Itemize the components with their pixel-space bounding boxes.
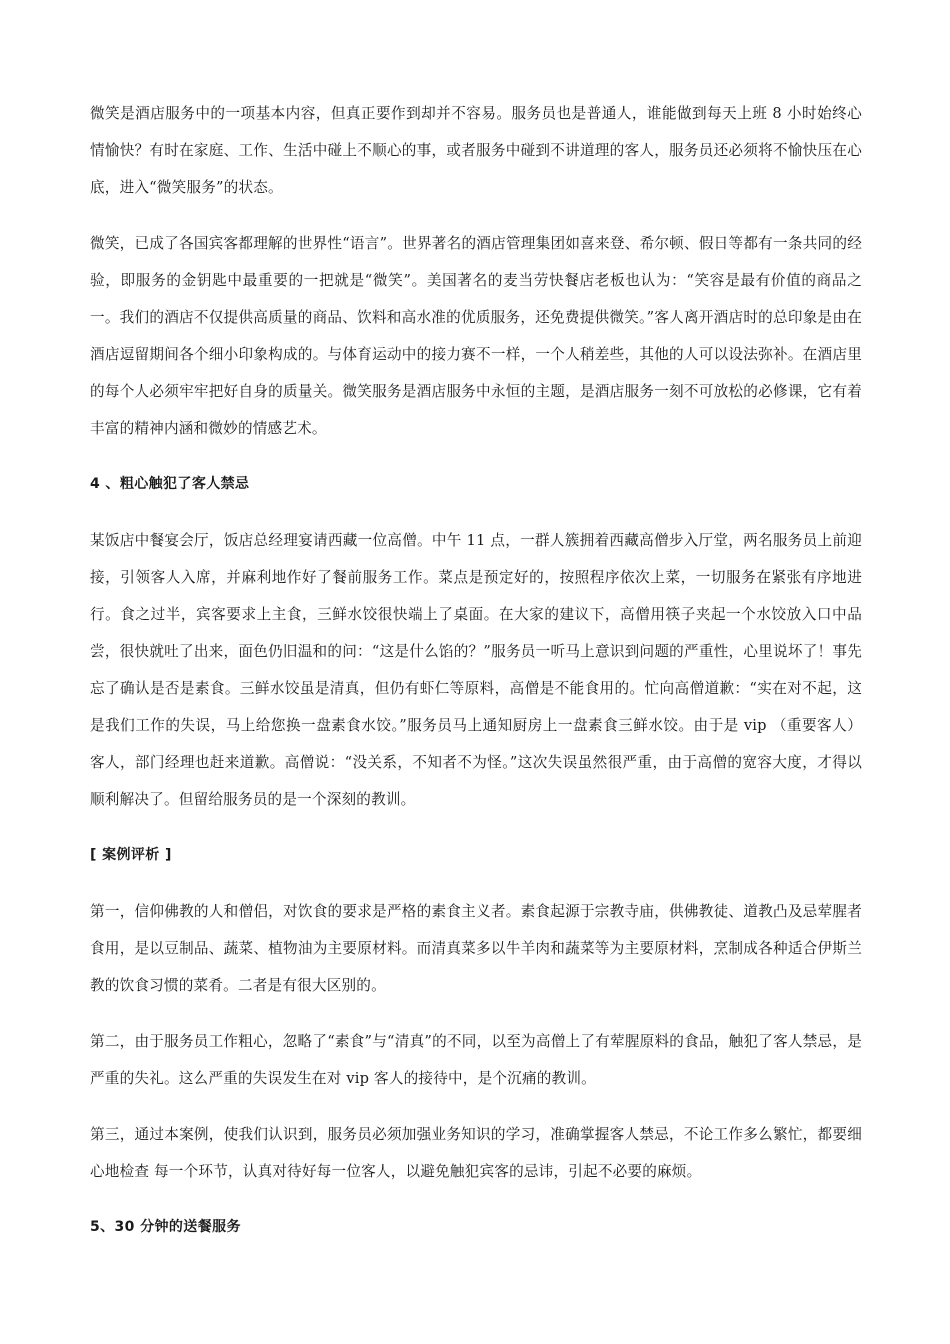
paragraph-review-second: 第二，由于服务员工作粗心，忽略了“素食”与“清真”的不同，以至为高僧上了有荤腥原料的食品，触犯了客人禁忌，是严重的失礼。这么严重的失误发生在对 vip 客人的接待中，是个沉痛的教训。 — [90, 1033, 862, 1087]
paragraph-review-first: 第一，信仰佛教的人和僧侣，对饮食的要求是严格的素食主义者。素食起源于宗教寺庙，供佛教徒、道教凸及忌荤腥者食用，是以豆制品、蔬菜、植物油为主要原材料。而清真菜多以牛羊肉和蔬菜等为主要原材料，烹制成各种适合伊斯兰教的饮食习惯的菜肴。二者是有很大区别的。 — [90, 903, 862, 994]
document-page — [90, 95, 862, 1265]
paragraph-case-story: 某饭店中餐宴会厅，饭店总经理宴请西藏一位高僧。中午 11 点，一群人簇拥着西藏高僧步入厅堂，两名服务员上前迎接，引领客人入席，并麻利地作好了餐前服务工作。菜点是预定好的，按照程序依次上菜，一切服务在紧张有序地进行。食之过半，宾客要求上主食，三鲜水饺很快端上了桌面。在大家的建议下，高僧用筷子夹起一个水饺放入口中品尝，很快就吐了出来，面色仍旧温和的问：“这是什么馅的？”服务员一听马上意识到问题的严重性，心里说坏了！事先忘了确认是否是素食。三鲜水饺虽是清真，但仍有虾仁等原料，高僧是不能食用的。忙向高僧道歉：“实在对不起，这是我们工作的失误，马上给您换一盘素食水饺。”服务员马上通知厨房上一盘素食三鲜水饺。由于是 vip （重要客人）客人，部门经理也赶来道歉。高僧说：“没关系，不知者不为怪。”这次失误虽然很严重，由于高僧的宽容大度，才得以顺利解决了。但留给服务员的是一个深刻的教训。 — [90, 532, 862, 808]
paragraph-smile-language: 微笑，已成了各国宾客都理解的世界性“语言”。世界著名的酒店管理集团如喜来登、希尔顿、假日等都有一条共同的经验，即服务的金钥匙中最重要的一把就是“微笑”。美国著名的麦当劳快餐店老板也认为：“笑容是最有价值的商品之一。我们的酒店不仅提供高质量的商品、饮料和高水准的优质服务，还免费提供微笑。”客人离开酒店时的总印象是由在酒店逗留期间各个细小印象构成的。与体育运动中的接力赛不一样，一个人稍差些，其他的人可以设法弥补。在酒店里的每个人必须牢牢把好自身的质量关。微笑服务是酒店服务中永恒的主题，是酒店服务一刻不可放松的必修课，它有着丰富的精神内涵和微妙的情感艺术。 — [90, 235, 862, 437]
section-heading-4: 4 、粗心触犯了客人禁忌 — [90, 476, 250, 492]
section-heading-5: 5、30 分钟的送餐服务 — [90, 1219, 241, 1235]
paragraph-review-third: 第三，通过本案例，使我们认识到，服务员必须加强业务知识的学习，准确掌握客人禁忌，不论工作多么繁忙，都要细心地检查 每一个环节，认真对待好每一位客人，以避免触犯宾客的忌讳，引起不必要的麻烦。 — [90, 1126, 862, 1180]
paragraph-smile-service: 微笑是酒店服务中的一项基本内容，但真正要作到却并不容易。服务员也是普通人，谁能做到每天上班 8 小时始终心情愉快？有时在家庭、工作、生活中碰上不顺心的事，或者服务中碰到不讲道理的客人，服务员还必须将不愉快压在心底，进入“微笑服务”的状态。 — [90, 105, 862, 196]
case-review-heading: [ 案例评析 ] — [90, 847, 172, 863]
